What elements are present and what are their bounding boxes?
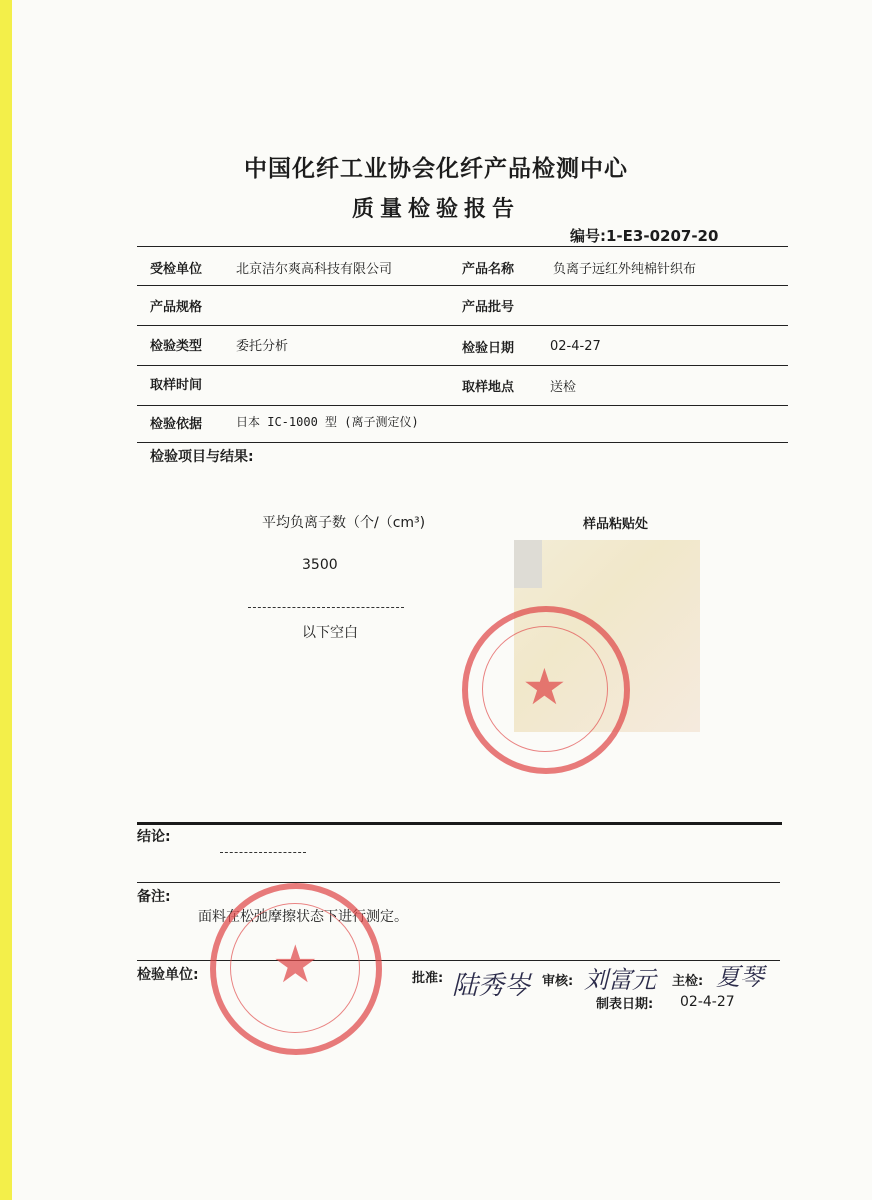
issue-date-label: 制表日期: bbox=[596, 997, 654, 1012]
conclusion-rule bbox=[137, 822, 782, 825]
organization-title: 中国化纤工业协会化纤产品检测中心 bbox=[244, 156, 628, 182]
table-rule bbox=[137, 285, 788, 286]
fabric-sample-shadow bbox=[514, 540, 542, 588]
conclusion-dash bbox=[220, 852, 306, 853]
basis-value: 日本 IC-1000 型 (离子测定仪) bbox=[236, 415, 419, 429]
product-name-label: 产品名称 bbox=[462, 262, 515, 277]
type-label: 检验类型 bbox=[150, 339, 203, 354]
approve-label: 批准: bbox=[412, 971, 444, 986]
type-value: 委托分析 bbox=[236, 339, 289, 354]
review-signature: 刘富元 bbox=[584, 966, 656, 994]
conclusion-label: 结论: bbox=[137, 829, 171, 845]
remarks-rule bbox=[137, 882, 780, 883]
table-rule bbox=[137, 442, 788, 443]
review-label: 审核: bbox=[542, 974, 574, 989]
client-label: 受检单位 bbox=[150, 262, 203, 277]
report-title: 质量检验报告 bbox=[351, 197, 520, 222]
remarks-label: 备注: bbox=[137, 889, 171, 905]
client-value: 北京洁尔爽高科技有限公司 bbox=[236, 262, 393, 277]
result-item-value: 3500 bbox=[302, 557, 338, 573]
product-name-value: 负离子远红外纯棉针织布 bbox=[553, 262, 697, 277]
date-value: 02-4-27 bbox=[550, 339, 601, 354]
table-rule bbox=[137, 325, 788, 326]
spec-label: 产品规格 bbox=[150, 300, 203, 315]
separator-line bbox=[248, 607, 404, 608]
batch-label: 产品批号 bbox=[462, 300, 515, 315]
remarks-text: 面料在松弛摩擦状态下进行测定。 bbox=[198, 909, 408, 925]
report-number: 编号:1-E3-0207-20 bbox=[570, 227, 719, 245]
sample-area-label: 样品粘贴处 bbox=[583, 517, 649, 532]
issue-date-value: 02-4-27 bbox=[680, 994, 735, 1010]
table-rule bbox=[137, 365, 788, 366]
inspector-signature: 夏琴 bbox=[716, 963, 764, 991]
sampling-place-value: 送检 bbox=[550, 380, 577, 395]
approve-signature: 陆秀岑 bbox=[452, 971, 531, 1001]
unit-label: 检验单位: bbox=[137, 967, 199, 983]
sampling-place-label: 取样地点 bbox=[462, 380, 515, 395]
date-label: 检验日期 bbox=[462, 341, 515, 356]
result-item-label: 平均负离子数（个/（cm³) bbox=[262, 515, 426, 531]
blank-note: 以下空白 bbox=[302, 625, 358, 641]
basis-label: 检验依据 bbox=[150, 417, 203, 432]
inspector-label: 主检: bbox=[672, 974, 704, 989]
official-stamp bbox=[462, 606, 630, 774]
stamp-star-icon: ★ bbox=[522, 658, 567, 716]
sampling-time-label: 取样时间 bbox=[150, 378, 203, 393]
stamp-star-icon: ★ bbox=[272, 935, 319, 995]
table-rule bbox=[137, 246, 788, 247]
table-rule bbox=[137, 405, 788, 406]
official-stamp bbox=[210, 883, 382, 1055]
results-heading: 检验项目与结果: bbox=[150, 449, 254, 465]
